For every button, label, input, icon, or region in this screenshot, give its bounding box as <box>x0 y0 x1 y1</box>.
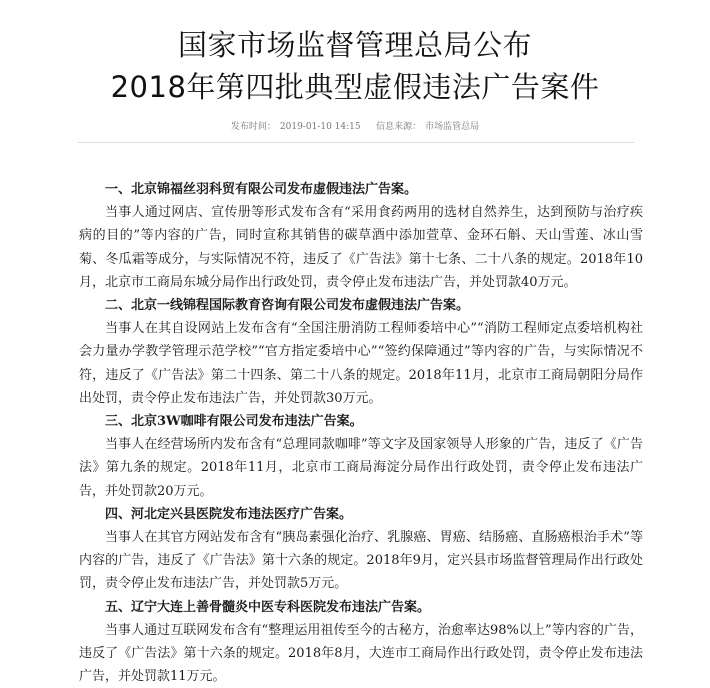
article-title-line-2: 2018年第四批典型虚假违法广告案件 <box>110 70 600 104</box>
section-3-body: 当事人在经营场所内发布含有“总理同款咖啡”等文字及国家领导人形象的广告，违反了《广告法》第九条的规定。2018年11月，北京市工商局海淀分局作出行政处罚，责令停止发布违法广告，并处罚款20万元。 <box>79 437 643 499</box>
section-2-heading: 二、北京一线锦程国际教育咨询有限公司发布虚假违法广告案。 <box>105 298 470 314</box>
section-3-heading: 三、北京3W咖啡有限公司发布违法广告案。 <box>105 414 363 430</box>
source-label: 信息来源： <box>376 122 422 132</box>
section-1-body: 当事人通过网店、宣传册等形式发布含有“采用食药两用的选材自然养生，达到预防与治疗疾病的目的”等内容的广告，同时宣称其销售的碳草酒中添加萱草、金环石斛、天山雪莲、冰山雪菊、冬瓜霜等成分，与实际情况不符，违反了《广告法》第十七条、二十八条的规定。2018年10月，北京市工商局东城分局作出行政处罚，责令停止发布违法广告，并处罚款40万元。 <box>79 205 643 290</box>
source-value: 市场监管总局 <box>425 122 480 132</box>
publish-time-value: 2019-01-10 14:15 <box>279 122 361 132</box>
section-5-heading: 五、辽宁大连上善骨髓炎中医专科医院发布违法广告案。 <box>105 599 431 615</box>
section-2-body: 当事人在其自设网站上发布含有“全国注册消防工程师委培中心”“消防工程师定点委培机构社会力量办学教学管理示范学校”“官方指定委培中心”“签约保障通过”等内容的广告，与实际情况不符，违反了《广告法》第二十四条、第二十八条的规定。2018年11月，北京市工商局朝阳分局作出处罚，责令停止发布违法广告，并处罚款30万元。 <box>79 321 643 406</box>
article-title-line-1: 国家市场监督管理总局公布 <box>177 28 532 62</box>
section-1-heading: 一、北京锦福丝羽科贸有限公司发布虚假违法广告案。 <box>105 182 418 197</box>
title-divider <box>78 142 634 143</box>
section-4-heading: 四、河北定兴县医院发布违法医疗广告案。 <box>105 506 353 522</box>
section-5-body: 当事人通过互联网发布含有“整理运用祖传至今的古秘方，治愈率达98%以上”等内容的广告，违反了《广告法》第十六条的规定。2018年8月，大连市工商局作出行政处罚，责令停止发布违法广告，并处罚款11万元。 <box>79 622 643 685</box>
article-meta <box>0 119 710 132</box>
publish-time-label: 发布时间： <box>230 122 276 132</box>
article-body <box>79 178 643 688</box>
section-4-body: 当事人在其官方网站发布含有“胰岛素强化治疗、乳腺癌、胃癌、结肠癌、直肠癌根治手术”等内容的广告，违反了《广告法》第十六条的规定。2018年9月，定兴县市场监督管理局作出行政处罚，责令停止发布违法广告，并处罚款5万元。 <box>79 530 643 592</box>
